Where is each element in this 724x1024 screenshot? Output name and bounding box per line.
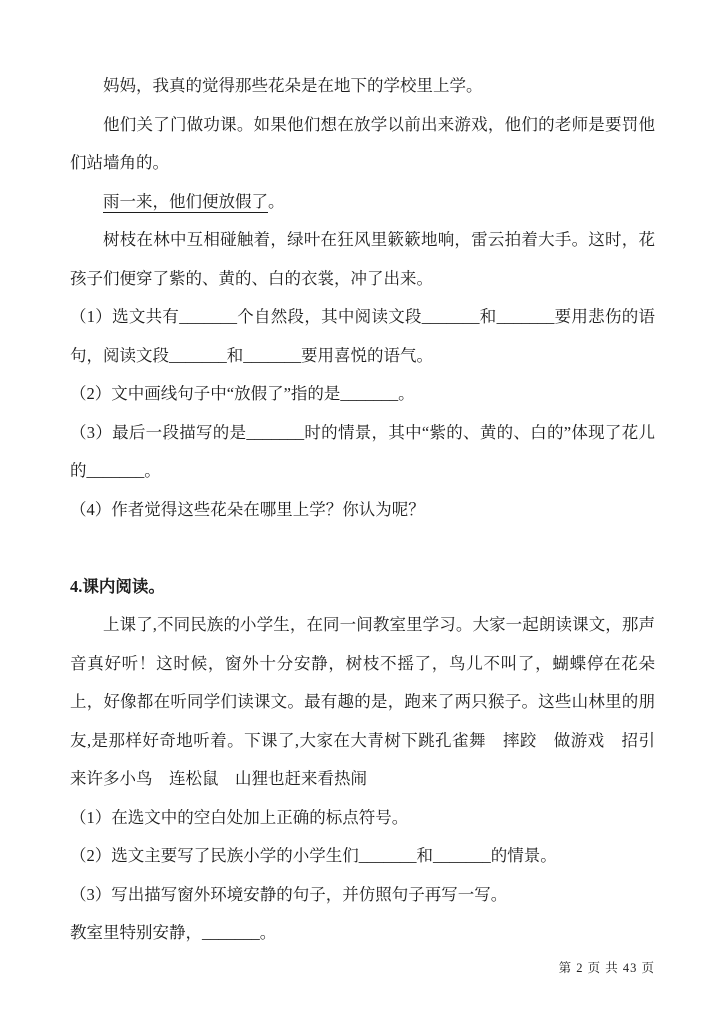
question4-sub3-answer-line: 教室里特别安静，_______。: [70, 923, 277, 942]
section4-heading: 4.课内阅读。: [70, 576, 165, 596]
document-body: [70, 0, 655, 953]
question3-sub2: （2）文中画线句子中“放假了”指的是_______。: [70, 384, 415, 403]
sentence-suffix: 。: [268, 191, 285, 211]
question4-sub3: （3）写出描写窗外环境安静的句子，并仿照句子再写一写。: [70, 884, 508, 904]
underlined-sentence: 雨一来，他们便放假了: [103, 191, 268, 211]
passage2-paragraph: 上课了,不同民族的小学生，在同一间教室里学习。大家一起朗读课文，那声音真好听！这时候，窗外十分安静，树枝不摇了，鸟儿不叫了，蝴蝶停在花朵上，好像都在听同学们读课文。最有趣的是，跑来了两只猴子。这些山林里的朋友,是那样好奇地听着。下课了,大家在大青树下跳孔雀舞 摔跤 做游戏 招引来许多小鸟 连松鼠 山狸也赶来看热闹: [70, 615, 655, 788]
question4-sub1: （1）在选文中的空白处加上正确的标点符号。: [70, 807, 409, 827]
question3-sub1: （1）选文共有_______个自然段，其中阅读文段_______和_______要用悲伤的语句，阅读文段_______和_______要用喜悦的语气。: [70, 307, 655, 365]
page-footer: 第 2 页 共 43 页: [558, 961, 655, 975]
question4-sub2: （2）选文主要写了民族小学的小学生们_______和_______的情景。: [70, 846, 557, 865]
passage1-paragraph-1: 妈妈，我真的觉得那些花朵是在地下的学校里上学。: [103, 76, 483, 95]
passage1-paragraph-2: 他们关了门做功课。如果他们想在放学以前出来游戏，他们的老师是要罚他们站墙角的。: [70, 114, 655, 172]
passage1-paragraph-4: 树枝在林中互相碰触着，绿叶在狂风里簌簌地响，雷云拍着大手。这时，花孩子们便穿了紫的、黄的、白的衣裳，冲了出来。: [70, 230, 655, 288]
question3-sub3: （3）最后一段描写的是_______时的情景，其中“紫的、黄的、白的”体现了花儿的_______。: [70, 422, 655, 480]
question3-sub4: （4）作者觉得这些花朵在哪里上学？你认为呢？: [70, 499, 425, 519]
passage1-paragraph-3-underlined: [70, 183, 655, 222]
